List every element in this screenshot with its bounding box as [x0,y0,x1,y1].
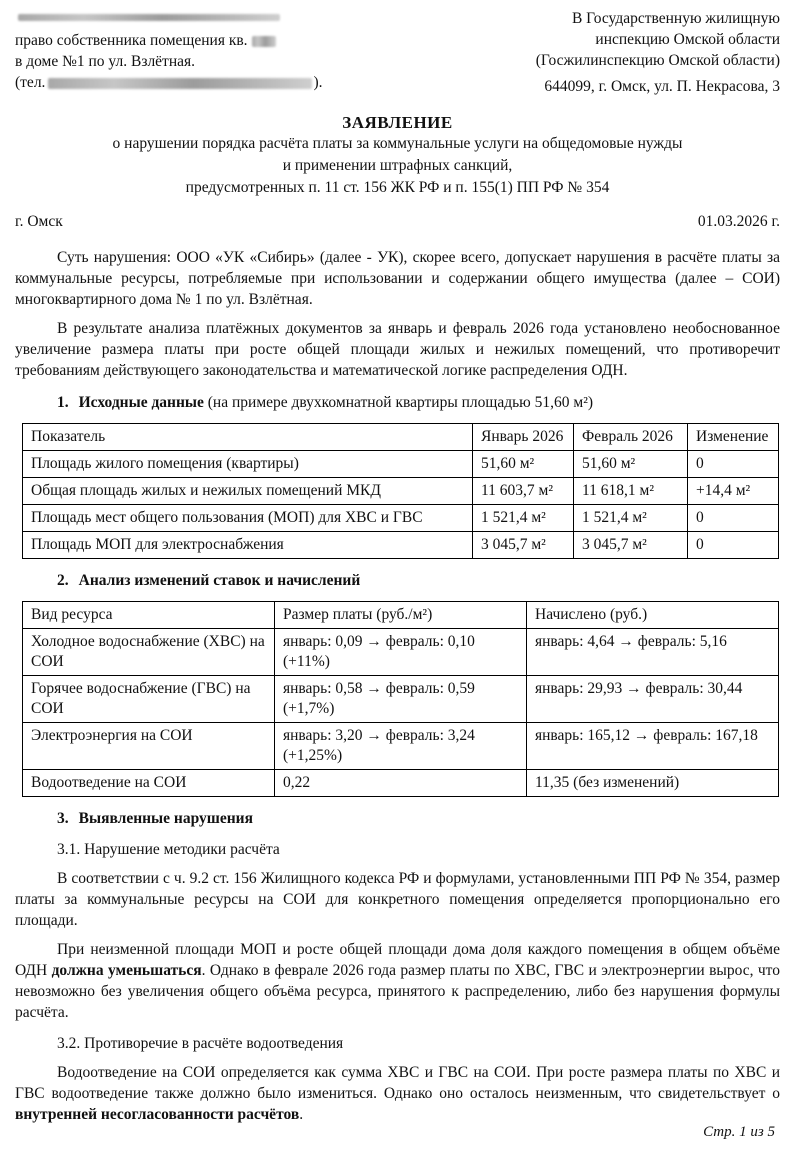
cell-indicator: Общая площадь жилых и нежилых помещений МКД [23,478,473,505]
cell-resource: Горячее водоснабжение (ГВС) на СОИ [23,676,275,723]
section3-1-paragraph-2 [15,939,780,1023]
column-header: Размер платы (руб./м²) [275,602,527,629]
cell-change: 0 [688,451,779,478]
rates-analysis-table [22,601,779,797]
city-label: г. Омск [15,213,63,230]
phone-prefix: (тел. [15,74,46,92]
section1-heading [15,392,780,413]
table-row [23,478,779,505]
cell-february: 1 521,4 м² [574,505,688,532]
rate-percent: (+1,7%) [283,700,335,717]
cell-accrued: январь: 29,93 → февраль: 30,44 [527,676,779,723]
table-row [23,629,779,676]
table-header-row [23,602,779,629]
applicant-line-phone [15,72,367,93]
document-header [15,8,780,97]
page-number-label: Стр. 1 из 5 [703,1124,775,1140]
section1-title-note: (на примере двухкомнатной квартиры площадью 51,60 м²) [207,394,594,411]
section3-heading [15,808,780,829]
cell-january: 51,60 м² [473,451,574,478]
cell-february: 3 045,7 м² [574,532,688,559]
cell-indicator: Площадь мест общего пользования (МОП) для ХВС и ГВС [23,505,473,532]
cell-january: 3 045,7 м² [473,532,574,559]
cell-rate [275,723,527,770]
cell-accrued: январь: 4,64 → февраль: 5,16 [527,629,779,676]
redaction-phone-number [48,78,312,89]
applicant-block [15,8,367,93]
paragraph-text: При неизменной площади МОП и росте общей площади дома доля каждого помещения в общем объёме ОДН [15,941,780,979]
phone-suffix: ). [313,74,323,92]
intro-paragraph-1: Суть нарушения: ООО «УК «Сибирь» (далее - УК), скорее всего, допускает нарушения в расчёте платы за коммунальные ресурсы, потребляемые при использовании и содержании общего имущества (далее – СОИ) многоквартирного дома № 1 по ул. Взлётная. [15,249,780,308]
cell-resource: Электроэнергия на СОИ [23,723,275,770]
column-header: Январь 2026 [473,424,574,451]
section3-2-heading: 3.2. Противоречие в расчёте водоотведения [57,1035,344,1052]
section2-number: 2. [57,572,69,589]
dateline [15,211,780,232]
cell-change: 0 [688,532,779,559]
applicant-line-ownership [15,30,367,51]
cell-january: 11 603,7 м² [473,478,574,505]
section2-heading [15,570,780,591]
rate-values: январь: 0,58 → февраль: 0,59 [283,680,475,697]
cell-accrued: январь: 165,12 → февраль: 167,18 [527,723,779,770]
table-row [23,451,779,478]
cell-resource: Холодное водоснабжение (ХВС) на СОИ [23,629,275,676]
recipient-block [428,8,780,97]
redaction-apartment-number [252,36,276,47]
section1-number: 1. [57,394,69,411]
emphasized-text: должна уменьшаться [51,962,202,979]
cell-february: 51,60 м² [574,451,688,478]
paragraph-text: Водоотведение на СОИ определяется как сумма ХВС и ГВС на СОИ. При росте размера платы по ХВС и ГВС водоотведение также должно было измениться. Однако оно осталось неизменным, что свидетельствует о [15,1064,780,1102]
table-row [23,770,779,797]
column-header: Начислено (руб.) [527,602,779,629]
recipient-address: 644099, г. Омск, ул. П. Некрасова, 3 [544,78,780,95]
table-row [23,532,779,559]
cell-change: 0 [688,505,779,532]
cell-accrued: 11,35 (без изменений) [527,770,779,797]
section3-1-heading: 3.1. Нарушение методики расчёта [57,841,280,858]
cell-indicator: Площадь МОП для электроснабжения [23,532,473,559]
recipient-line: В Государственную жилищную [571,10,780,27]
cell-change: +14,4 м² [688,478,779,505]
applicant-line-address: в доме №1 по ул. Взлётная. [15,53,196,71]
table-row [23,505,779,532]
title-subtitle-line: предусмотренных п. 11 ст. 156 ЖК РФ и п. 155(1) ПП РФ № 354 [185,179,610,196]
cell-resource: Водоотведение на СОИ [23,770,275,797]
applicant-ownership-text: право собственника помещения кв. [15,32,248,50]
cell-january: 1 521,4 м² [473,505,574,532]
title-subtitle-line: и применении штрафных санкций, [282,157,513,174]
table-row [23,723,779,770]
redaction-bar [18,14,280,21]
section3-number: 3. [57,810,69,827]
cell-rate [275,770,527,797]
rate-percent: (+11%) [283,653,330,670]
paragraph-text: . Однако в феврале 2026 года размер платы по ХВС, ГВС и электроэнергии вырос, что невозможно без увеличения общего объёма ресурса, принятого к распределению, либо без нарушения формулы расчёта. [15,962,780,1021]
section3-1-paragraph-1: В соответствии с ч. 9.2 ст. 156 Жилищного кодекса РФ и формулами, установленными ПП РФ № 354, размер платы за коммунальные ресурсы на СОИ для конкретного помещения определяется пропорционально его площади. [15,870,780,929]
cell-rate [275,676,527,723]
cell-february: 11 618,1 м² [574,478,688,505]
title-block [15,112,780,199]
redacted-name-line [15,8,367,30]
date-label: 01.03.2026 г. [697,213,780,230]
section1-title: Исходные данные [78,394,204,411]
document-title: ЗАЯВЛЕНИЕ [342,113,453,132]
section3-2-paragraph-1 [15,1062,780,1125]
emphasized-text: внутренней несогласованности расчётов [15,1106,300,1123]
source-data-table [22,423,779,559]
recipient-line: (Госжилинспекцию Омской области) [535,52,780,69]
title-subtitle-line: о нарушении порядка расчёта платы за коммунальные услуги на общедомовые нужды [112,135,683,152]
rate-values: 0,22 [283,774,311,791]
table-row [23,676,779,723]
intro-paragraph-2: В результате анализа платёжных документов за январь и февраль 2026 года установлено необоснованное увеличение размера платы при росте общей площади жилых и нежилых помещений, что противоречит требованиям действующего законодательства и математической логике распределения ОДН. [15,320,780,379]
rate-values: январь: 0,09 → февраль: 0,10 [283,633,475,650]
paragraph-text: . [299,1106,304,1123]
rate-values: январь: 3,20 → февраль: 3,24 [283,727,475,744]
column-header: Изменение [688,424,779,451]
rate-percent: (+1,25%) [283,747,343,764]
column-header: Показатель [23,424,473,451]
section3-title: Выявленные нарушения [78,810,253,827]
cell-rate [275,629,527,676]
section2-title: Анализ изменений ставок и начислений [78,572,361,589]
cell-indicator: Площадь жилого помещения (квартиры) [23,451,473,478]
column-header: Февраль 2026 [574,424,688,451]
table-header-row [23,424,779,451]
recipient-line: инспекцию Омской области [595,31,780,48]
column-header: Вид ресурса [23,602,275,629]
